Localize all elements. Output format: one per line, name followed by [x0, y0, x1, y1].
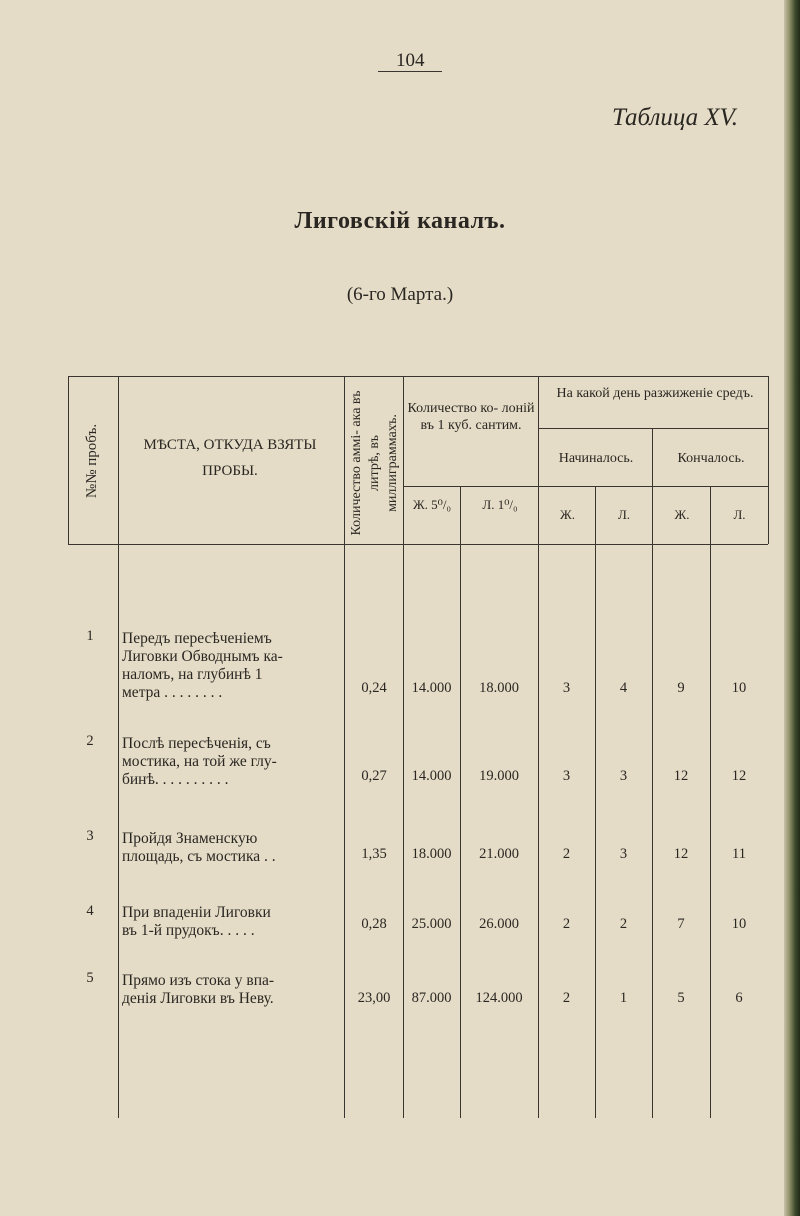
- table-top-rule: [68, 376, 768, 377]
- row-end-j: 12: [673, 846, 689, 862]
- row-ammonia: 23,00: [357, 990, 391, 1006]
- page-number: 104: [396, 50, 425, 71]
- row-place: Пройдя Знаменскую площадь, съ мостика . .: [122, 830, 276, 865]
- row-colonies-l: 26.000: [479, 916, 519, 932]
- row-end-j: 9: [677, 680, 685, 696]
- page-title: Лиговскій каналъ.: [294, 208, 506, 234]
- header-colonies-l: Л. 1⁰/₀: [482, 497, 518, 512]
- header-place: МѢСТА, ОТКУДА ВЗЯТЫ ПРОБЫ.: [143, 437, 317, 479]
- row-place: Передъ пересѣченіемъ Лиговки Обводнымъ ка- наломъ, на глубинѣ 1 метра . . . . . . . .: [122, 630, 283, 701]
- row-end-l: 10: [731, 680, 747, 696]
- page-number-underline: [378, 71, 442, 72]
- row-colonies-l: 124.000: [475, 990, 523, 1006]
- row-colonies-j: 25.000: [411, 916, 452, 932]
- row-start-l: 2: [619, 916, 628, 932]
- row-end-l: 6: [735, 990, 743, 1006]
- row-ammonia: 0,28: [361, 916, 387, 932]
- row-end-j: 5: [677, 990, 685, 1006]
- row-start-l: 4: [619, 680, 628, 696]
- header-end-l: Л.: [733, 507, 746, 522]
- row-end-l: 12: [731, 768, 747, 784]
- row-colonies-l: 19.000: [479, 768, 519, 784]
- header-start: Начиналось.: [558, 451, 634, 466]
- row-start-j: 3: [562, 680, 571, 696]
- col-divider-start-mid: [595, 486, 596, 1118]
- header-ammonia: Количество аммі- ака въ литрѣ, въ миллиграммахъ.: [349, 390, 400, 536]
- row-colonies-j: 87.000: [411, 990, 452, 1006]
- row-place: При впаденіи Лиговки въ 1-й прудокъ. . . . .: [122, 904, 271, 939]
- header-colonies: Количество ко- лоній въ 1 куб. сантим.: [407, 401, 535, 433]
- row-end-l: 10: [731, 916, 747, 932]
- row-start-j: 3: [562, 768, 571, 784]
- row-place: Прямо изъ стока у впа- денія Лиговки въ Неву.: [122, 972, 275, 1007]
- table-label: Таблица XV.: [612, 104, 738, 131]
- row-colonies-j: 18.000: [411, 846, 452, 862]
- row-number: 5: [86, 970, 94, 986]
- col-divider-end-mid: [710, 486, 711, 1118]
- row-colonies-j: 14.000: [411, 680, 452, 696]
- row-place: Послѣ пересѣченія, съ мостика, на той же глу- бинѣ. . . . . . . . . .: [122, 735, 277, 788]
- row-colonies-l: 18.000: [479, 680, 519, 696]
- row-end-l: 11: [732, 846, 746, 862]
- header-end-j: Ж.: [674, 507, 690, 522]
- row-ammonia: 0,24: [361, 680, 387, 696]
- row-colonies-l: 21.000: [479, 846, 519, 862]
- row-number: 3: [86, 828, 94, 844]
- row-start-j: 2: [562, 916, 571, 932]
- row-end-j: 12: [673, 768, 689, 784]
- row-number: 4: [86, 903, 94, 919]
- header-colonies-j: Ж. 5⁰/₀: [412, 497, 451, 512]
- row-start-l: 1: [619, 990, 628, 1006]
- header-day: На какой день разжиженіе средъ.: [556, 386, 754, 401]
- row-ammonia: 0,27: [361, 768, 387, 784]
- row-start-l: 3: [619, 768, 628, 784]
- table-left-border: [68, 376, 69, 544]
- page-subtitle: (6-го Марта.): [346, 284, 454, 305]
- header-divider-day: [538, 428, 768, 429]
- table-right-border: [768, 376, 769, 544]
- header-no: №№ пробъ.: [84, 423, 100, 499]
- row-ammonia: 1,35: [361, 846, 387, 862]
- row-start-j: 2: [562, 846, 571, 862]
- row-start-j: 2: [562, 990, 571, 1006]
- page-edge: [784, 0, 800, 1216]
- row-number: 2: [86, 733, 94, 749]
- col-divider-colonies-mid: [460, 486, 461, 1118]
- header-start-l: Л.: [617, 507, 631, 522]
- col-divider-place: [118, 376, 119, 1118]
- row-end-j: 7: [677, 916, 685, 932]
- header-end: Кончалось.: [677, 451, 745, 466]
- row-number: 1: [86, 628, 94, 644]
- row-colonies-j: 14.000: [411, 768, 452, 784]
- row-start-l: 3: [619, 846, 628, 862]
- header-bottom-rule: [68, 544, 768, 545]
- header-start-j: Ж.: [560, 507, 575, 522]
- header-divider-sub: [403, 486, 768, 487]
